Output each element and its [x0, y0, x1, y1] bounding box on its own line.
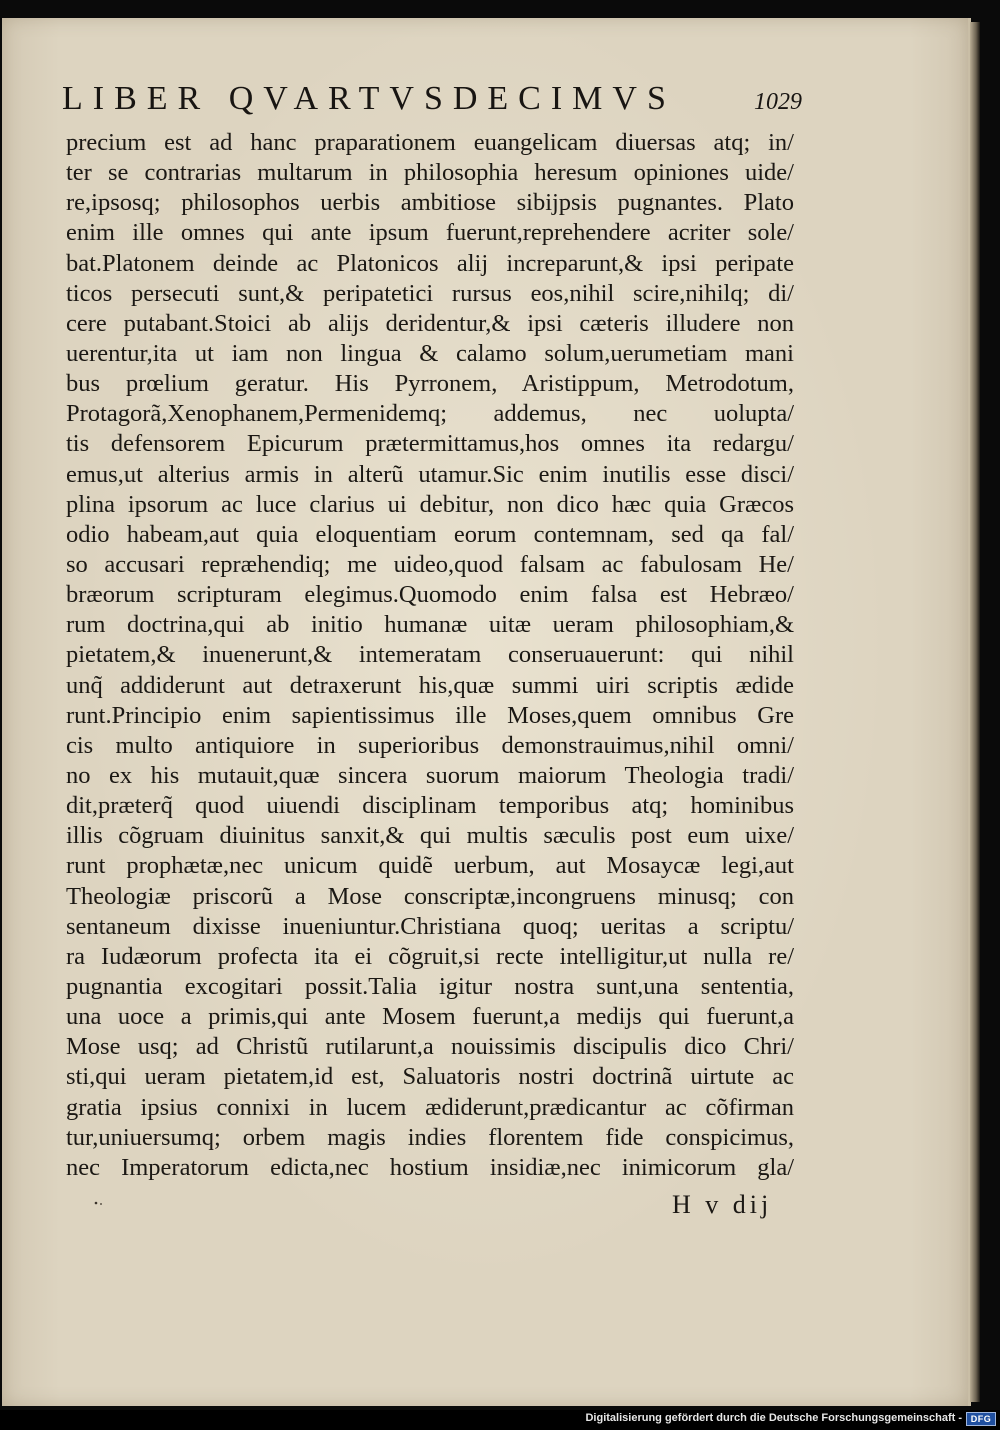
- text-line: ticos persecuti sunt,& peripatetici rursus eos,nihil scire,nihilq; di/: [66, 279, 794, 307]
- text-line: ter se contrarias multarum in philosophia heresum opiniones uide/: [66, 159, 794, 187]
- text-line: bus prœlium geratur. His Pyrronem, Aristippum, Metrodotum,: [66, 370, 794, 398]
- text-line: no ex his mutauit,quæ sincera suorum maiorum Theologia tradi/: [66, 761, 794, 789]
- text-line: pietatem,& inuenerunt,& intemeratam conseruauerunt: qui nihil: [66, 641, 794, 669]
- dfg-logo-text: DFG: [970, 1414, 992, 1424]
- text-line: rum doctrina,qui ab initio humanæ uitæ ueram philosophiam,&: [66, 611, 794, 639]
- running-title: LIBER QVARTVSDECIMVS: [62, 80, 676, 117]
- text-line: una uoce a primis,qui ante Mosem fuerunt,a medijs qui fuerunt,a: [66, 1003, 794, 1031]
- page-edge: [970, 22, 980, 1402]
- text-line: sti,qui ueram pietatem,id est, Saluatoris nostri doctrinã uirtute ac: [66, 1063, 794, 1091]
- text-line: enim ille omnes qui ante ipsum fuerunt,reprehendere acriter sole/: [66, 219, 794, 247]
- text-line: unq̃ addiderunt aut detraxerunt his,quæ summi uiri scriptis ædide: [66, 671, 794, 699]
- text-line: sentaneum dixisse inueniuntur.Christiana quoq; ueritas a scriptu/: [66, 912, 794, 940]
- text-line: tis defensorem Epicurum prætermittamus,hos omnes ita redargu/: [66, 430, 794, 458]
- text-line: illis cõgruam diuinitus sanxit,& qui multis sæculis post eum uixe/: [66, 822, 794, 850]
- text-line: uerentur,ita ut iam non lingua & calamo solum,uerumetiam mani: [66, 339, 794, 367]
- text-line: gratia ipsius connixi in lucem ædiderunt,prædicantur ac cõfirman: [66, 1093, 794, 1121]
- text-line: runt.Principio enim sapientissimus ille Moses,quem omnibus Gre: [66, 701, 794, 729]
- text-line: plina ipsorum ac luce clarius ui debitur, non dico hæc quia Græcos: [66, 490, 794, 518]
- text-line: tur,uniuersumq; orbem magis indies florentem fide conspicimus,: [66, 1123, 794, 1151]
- digitization-credit: Digitalisierung gefördert durch die Deutsche Forschungsgemeinschaft -: [585, 1412, 962, 1424]
- text-line: ra Iudæorum profecta ita ei cõgruit,si recte intelligitur,ut nulla re/: [66, 942, 794, 970]
- signature-mark: H v dij: [672, 1190, 773, 1219]
- text-line: Protagorã,Xenophanem,Permenidemq; addemus, nec uolupta/: [66, 400, 794, 428]
- text-line: cere putabant.Stoici ab alijs deridentur,& ipsi cæteris illudere non: [66, 309, 794, 337]
- folio-number: 1029: [754, 89, 802, 115]
- text-line: dit,præterq̃ quod uiuendi disciplinam temporibus atq; hominibus: [66, 792, 794, 820]
- text-line: bat.Platonem deinde ac Platonicos alij increparunt,& ipsi peripate: [66, 249, 794, 277]
- text-line: so accusari repræhendiq; me uideo,quod falsam ac fabulosam He/: [66, 550, 794, 578]
- text-line: bræorum scripturam elegimus.Quomodo enim falsa est Hebræo/: [66, 581, 794, 609]
- ink-speck-icon: [92, 1198, 110, 1208]
- text-line: emus,ut alterius armis in alterũ utamur.Sic enim inutilis esse disci/: [66, 460, 794, 488]
- text-line: Theologiæ priscorũ a Mose conscriptæ,incongruens minusq; con: [66, 882, 794, 910]
- text-line: nec Imperatorum edicta,nec hostium insidiæ,nec inimicorum gla/: [66, 1153, 794, 1181]
- text-line: runt prophætæ,nec unicum quidẽ uerbum, aut Mosaycæ legi,aut: [66, 852, 794, 880]
- text-line: cis multo antiquiore in superioribus demonstrauimus,nihil omni/: [66, 731, 794, 759]
- text-line: pugnantia excogitari possit.Talia igitur nostra sunt,una sententia,: [66, 972, 794, 1000]
- running-head: [62, 80, 802, 124]
- text-line: re,ipsosq; philosophos uerbis ambitiose sibijpsis pugnantes. Plato: [66, 189, 794, 217]
- dfg-logo: [966, 1412, 996, 1426]
- text-line: odio habeam,aut quia eloquentiam eorum contemnam, sed qa fal/: [66, 520, 794, 548]
- text-block: [66, 128, 794, 1183]
- text-line: Mose usq; ad Christũ rutilarunt,a nouissimis discipulis dico Chri/: [66, 1033, 794, 1061]
- text-line: precium est ad hanc praparationem euangelicam diuersas atq; in/: [66, 129, 794, 156]
